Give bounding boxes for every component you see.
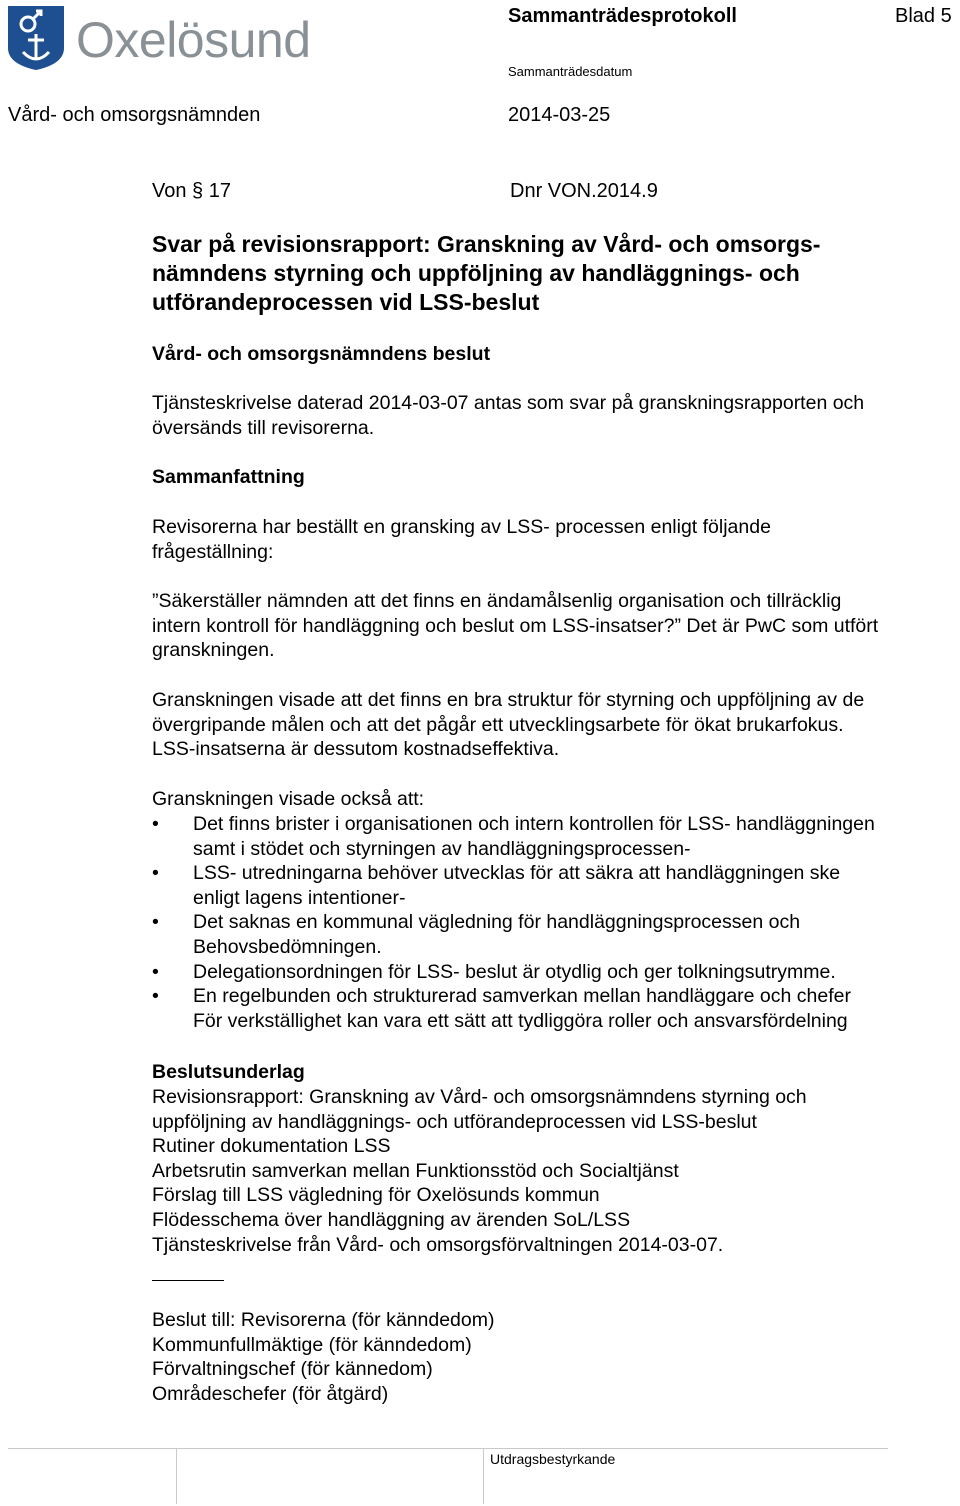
text-line: Det finns brister i organisationen och intern kontrollen för LSS- handläggningen [193,813,875,835]
summary-paragraph-3 [152,688,864,762]
text-line: Granskningen visade att det finns en bra struktur för styrning och uppföljning av de [152,689,865,711]
text-line: För verkställighet kan vara ett sätt att tydliggöra roller och ansvarsfördelning [193,1009,848,1032]
committee-name: Vård- och omsorgsnämnden [8,104,261,126]
certification-label: Utdragsbestyrkande [490,1451,616,1467]
meeting-date-label: Sammanträdesdatum [508,64,633,79]
text-line: enligt lagens intentioner- [193,886,406,909]
distribution-list [152,1308,494,1406]
summary-paragraph-2 [152,589,878,663]
text-line: intern kontroll för handläggning och beslut om LSS-insatser?” Det är PwC som utfört [152,614,879,637]
list-item [152,861,875,910]
text-line: övergripande målen och att det pågår ett utvecklingsarbete för ökat brukarfokus. [152,713,844,736]
summary-heading: Sammanfattning [152,466,305,488]
page-number: Blad 5 [895,5,952,27]
distribution-item: Områdeschefer (för åtgärd) [152,1382,389,1405]
basis-item: Tjänsteskrivelse från Vård- och omsorgsförvaltningen 2014-03-07. [152,1233,724,1256]
text-line: frågeställning: [152,540,274,563]
text-line: Tjänsteskrivelse daterad 2014-03-07 antas som svar på granskningsrapporten och [152,392,865,414]
text-line: ”Säkerställer nämnden att det finns en ändamålsenlig organisation och tillräcklig [152,590,842,612]
bullet-icon: • [152,911,159,934]
basis-list [152,1085,807,1257]
basis-item: uppföljning av handläggnings- och utförandeprocessen vid LSS-beslut [152,1110,757,1133]
list-item [152,960,875,985]
meeting-date: 2014-03-25 [508,104,611,126]
document-type: Sammanträdesprotokoll [508,5,737,27]
text-line: Delegationsordningen för LSS- beslut är otydlig och ger tolkningsutrymme. [193,960,836,983]
basis-heading: Beslutsunderlag [152,1061,305,1083]
distribution-item: Förvaltningschef (för kännedom) [152,1358,433,1381]
text-line: granskningen. [152,639,275,662]
text-line: Det saknas en kommunal vägledning för handläggningsprocessen och [193,911,801,934]
section-number: Von § 17 [152,180,231,202]
distribution-item: Kommunfullmäktige (för känndedom) [152,1333,472,1356]
text-line: Behovsbedömningen. [193,935,382,958]
footer-rule [8,1448,888,1449]
bullet-icon: • [152,862,159,885]
text-line: samt i stödet och styrningen av handläggningsprocessen- [193,837,691,860]
title-line: nämndens styrning och uppföljning av handläggnings- och [152,260,800,286]
logo-wordmark: Oxelösund [76,12,311,68]
basis-item: Förslag till LSS vägledning för Oxelösunds kommun [152,1184,600,1207]
list-item [152,910,875,959]
basis-item: Flödesschema över handläggning av ärenden SoL/LSS [152,1208,631,1231]
text-line: Revisorerna har beställt en gransking av LSS- processen enligt följande [152,516,771,538]
municipality-crest-logo [6,4,66,72]
summary-paragraph-4: Granskningen visade också att: [152,788,425,810]
separator-line [152,1280,224,1281]
registration-number: Dnr VON.2014.9 [510,180,658,202]
text-line: LSS- utredningarna behöver utvecklas för att säkra att handläggningen ske [193,862,841,885]
decision-text [152,391,864,440]
distribution-item: Beslut till: Revisorerna (för känndedom) [152,1309,495,1331]
footer-divider [176,1449,177,1504]
summary-paragraph-1 [152,515,771,564]
text-line: LSS-insatserna är dessutom kostnadseffektiva. [152,738,560,761]
findings-list [152,812,875,1033]
title-line: utförandeprocessen vid LSS-beslut [152,289,540,315]
list-item [152,984,875,1033]
decision-heading: Vård- och omsorgsnämndens beslut [152,343,491,365]
list-item [152,812,875,861]
title-line: Svar på revisionsrapport: Granskning av Vård- och omsorgs- [152,231,821,257]
footer-divider [483,1449,484,1504]
basis-item: Revisionsrapport: Granskning av Vård- och omsorgsnämndens styrning och [152,1086,807,1108]
text-line: En regelbunden och strukturerad samverkan mellan handläggare och chefer [193,985,851,1008]
bullet-icon: • [152,960,159,983]
bullet-icon: • [152,813,159,835]
item-title [152,230,820,317]
basis-item: Arbetsrutin samverkan mellan Funktionsstöd och Socialtjänst [152,1159,679,1182]
bullet-icon: • [152,985,159,1008]
basis-item: Rutiner dokumentation LSS [152,1135,391,1158]
text-line: översänds till revisorerna. [152,416,375,439]
